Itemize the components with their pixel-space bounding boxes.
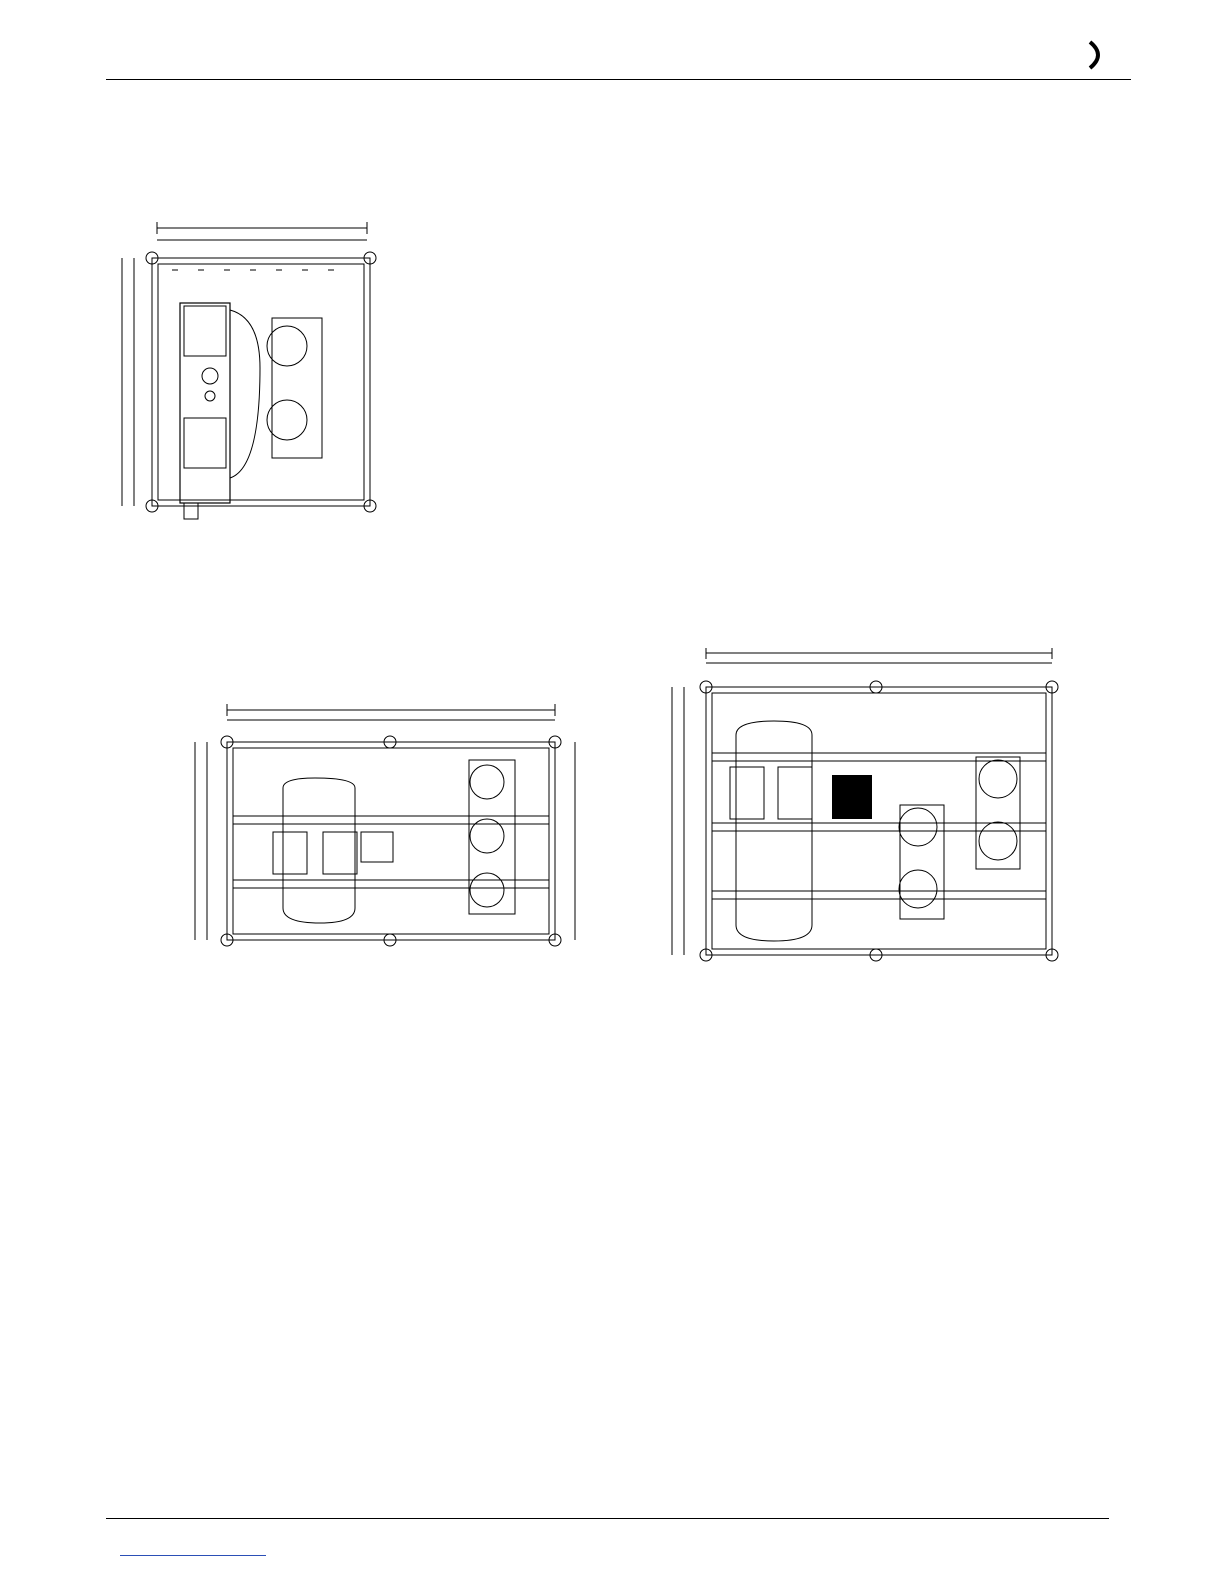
- footer-rule: [106, 1518, 1109, 1519]
- footer-link-underline[interactable]: [120, 1555, 266, 1556]
- unit-drawing-small: [112, 218, 387, 528]
- bottom-dimensions-table: [106, 1000, 1112, 1498]
- lennox-logo: [990, 36, 1108, 74]
- header-rule: [106, 79, 1131, 80]
- unit-drawing-large: [664, 645, 1084, 963]
- top-dimensions-table: [392, 172, 1110, 568]
- unit-drawing-medium: [185, 698, 585, 953]
